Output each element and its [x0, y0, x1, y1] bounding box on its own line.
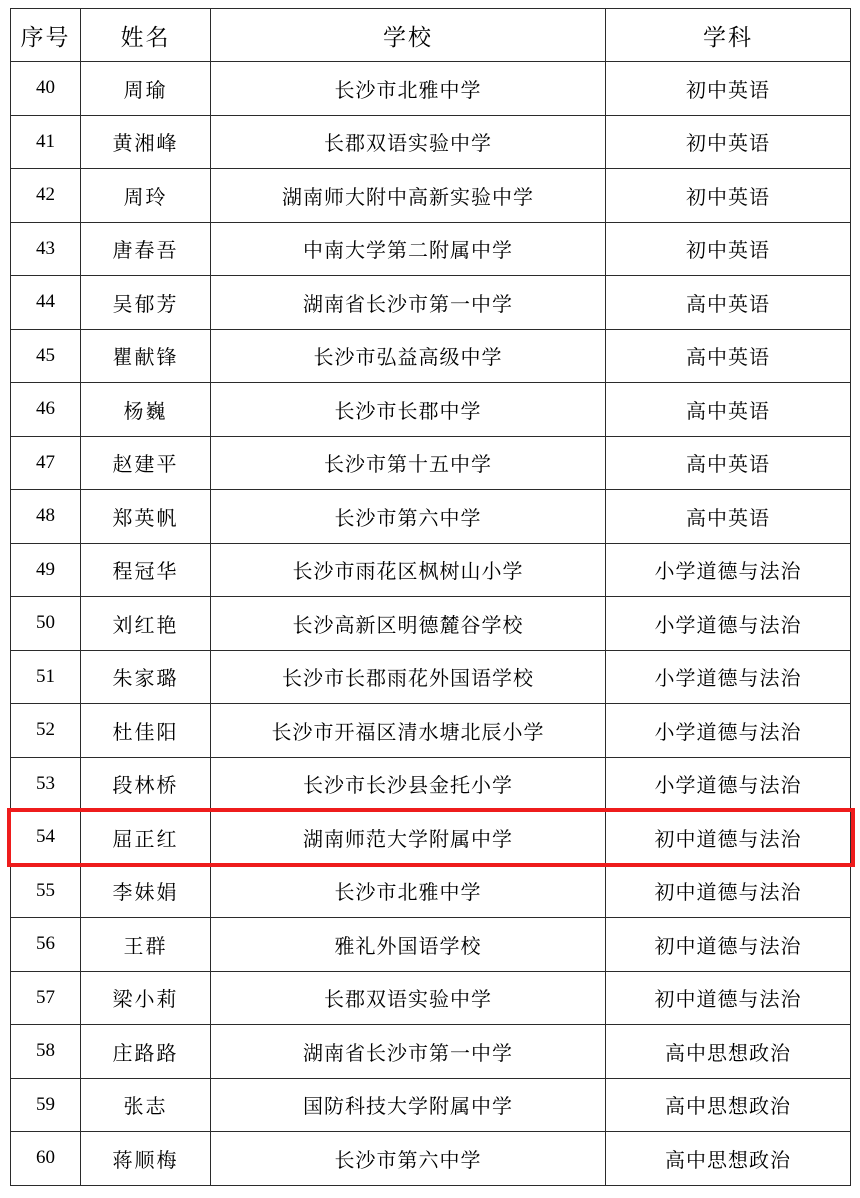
cell-subject: 小学道德与法治 [606, 650, 851, 704]
cell-subject: 高中英语 [606, 490, 851, 544]
cell-subject: 小学道德与法治 [606, 757, 851, 811]
cell-school: 国防科技大学附属中学 [211, 1078, 606, 1132]
table-row [11, 490, 851, 544]
cell-name: 黄湘峰 [81, 115, 211, 169]
cell-subject: 小学道德与法治 [606, 543, 851, 597]
table-header-row [11, 9, 851, 62]
cell-name: 屈正红 [81, 811, 211, 865]
cell-school: 长沙市第六中学 [211, 490, 606, 544]
table-row [11, 704, 851, 758]
table-row [11, 169, 851, 223]
cell-school: 长郡双语实验中学 [211, 971, 606, 1025]
cell-no: 58 [11, 1025, 81, 1079]
cell-no: 47 [11, 436, 81, 490]
table-row [11, 971, 851, 1025]
table-row [11, 62, 851, 116]
cell-name: 庄路路 [81, 1025, 211, 1079]
table-body [11, 62, 851, 1186]
cell-school: 长沙市长郡雨花外国语学校 [211, 650, 606, 704]
table-row [11, 276, 851, 330]
cell-subject: 初中英语 [606, 115, 851, 169]
table-row [11, 757, 851, 811]
table-row [11, 597, 851, 651]
cell-school: 长沙市长沙县金托小学 [211, 757, 606, 811]
cell-name: 段林桥 [81, 757, 211, 811]
cell-no: 50 [11, 597, 81, 651]
table-row [11, 436, 851, 490]
cell-name: 朱家璐 [81, 650, 211, 704]
cell-name: 程冠华 [81, 543, 211, 597]
cell-no: 53 [11, 757, 81, 811]
cell-no: 41 [11, 115, 81, 169]
cell-school: 湖南师范大学附属中学 [211, 811, 606, 865]
table-row [11, 115, 851, 169]
cell-no: 40 [11, 62, 81, 116]
cell-name: 唐春吾 [81, 222, 211, 276]
cell-name: 刘红艳 [81, 597, 211, 651]
table-row [11, 1025, 851, 1079]
cell-no: 54 [11, 811, 81, 865]
cell-name: 郑英帆 [81, 490, 211, 544]
cell-school: 湖南师大附中高新实验中学 [211, 169, 606, 223]
cell-no: 60 [11, 1132, 81, 1186]
cell-name: 周玲 [81, 169, 211, 223]
table-row [11, 329, 851, 383]
cell-no: 42 [11, 169, 81, 223]
cell-name: 杨巍 [81, 383, 211, 437]
cell-school: 长沙高新区明德麓谷学校 [211, 597, 606, 651]
cell-school: 长沙市开福区清水塘北辰小学 [211, 704, 606, 758]
cell-name: 蒋顺梅 [81, 1132, 211, 1186]
cell-school: 湖南省长沙市第一中学 [211, 1025, 606, 1079]
cell-name: 梁小莉 [81, 971, 211, 1025]
cell-school: 长沙市长郡中学 [211, 383, 606, 437]
roster-table [10, 8, 851, 1186]
cell-subject: 高中思想政治 [606, 1025, 851, 1079]
cell-name: 杜佳阳 [81, 704, 211, 758]
cell-subject: 高中英语 [606, 329, 851, 383]
cell-name: 瞿献锋 [81, 329, 211, 383]
cell-subject: 高中英语 [606, 436, 851, 490]
cell-no: 52 [11, 704, 81, 758]
cell-no: 46 [11, 383, 81, 437]
cell-name: 吴郁芳 [81, 276, 211, 330]
cell-name: 张志 [81, 1078, 211, 1132]
cell-school: 雅礼外国语学校 [211, 918, 606, 972]
column-header-name: 姓名 [81, 9, 211, 62]
cell-no: 51 [11, 650, 81, 704]
cell-school: 湖南省长沙市第一中学 [211, 276, 606, 330]
cell-no: 49 [11, 543, 81, 597]
cell-subject: 高中思想政治 [606, 1078, 851, 1132]
cell-subject: 初中英语 [606, 62, 851, 116]
cell-no: 45 [11, 329, 81, 383]
column-header-no: 序号 [11, 9, 81, 62]
cell-name: 王群 [81, 918, 211, 972]
cell-school: 长沙市北雅中学 [211, 62, 606, 116]
column-header-subject: 学科 [606, 9, 851, 62]
cell-school: 长沙市第十五中学 [211, 436, 606, 490]
cell-school: 长沙市北雅中学 [211, 864, 606, 918]
cell-school: 中南大学第二附属中学 [211, 222, 606, 276]
cell-no: 59 [11, 1078, 81, 1132]
cell-name: 赵建平 [81, 436, 211, 490]
cell-no: 57 [11, 971, 81, 1025]
cell-subject: 初中英语 [606, 169, 851, 223]
cell-subject: 初中道德与法治 [606, 811, 851, 865]
cell-no: 55 [11, 864, 81, 918]
table-row [11, 1078, 851, 1132]
cell-school: 长沙市弘益高级中学 [211, 329, 606, 383]
table-header [11, 9, 851, 62]
table-row [11, 222, 851, 276]
cell-subject: 初中道德与法治 [606, 918, 851, 972]
cell-subject: 高中英语 [606, 276, 851, 330]
table-row [11, 864, 851, 918]
cell-subject: 初中道德与法治 [606, 971, 851, 1025]
cell-school: 长郡双语实验中学 [211, 115, 606, 169]
cell-no: 44 [11, 276, 81, 330]
cell-no: 56 [11, 918, 81, 972]
cell-no: 48 [11, 490, 81, 544]
table-row [11, 383, 851, 437]
table-row [11, 918, 851, 972]
table-row [11, 1132, 851, 1186]
column-header-school: 学校 [211, 9, 606, 62]
cell-subject: 高中思想政治 [606, 1132, 851, 1186]
table-row [11, 650, 851, 704]
table-row [11, 811, 851, 865]
cell-subject: 初中道德与法治 [606, 864, 851, 918]
cell-school: 长沙市雨花区枫树山小学 [211, 543, 606, 597]
cell-subject: 小学道德与法治 [606, 704, 851, 758]
table-row [11, 543, 851, 597]
cell-subject: 初中英语 [606, 222, 851, 276]
cell-subject: 高中英语 [606, 383, 851, 437]
cell-subject: 小学道德与法治 [606, 597, 851, 651]
cell-no: 43 [11, 222, 81, 276]
cell-name: 周瑜 [81, 62, 211, 116]
cell-name: 李妹娟 [81, 864, 211, 918]
cell-school: 长沙市第六中学 [211, 1132, 606, 1186]
